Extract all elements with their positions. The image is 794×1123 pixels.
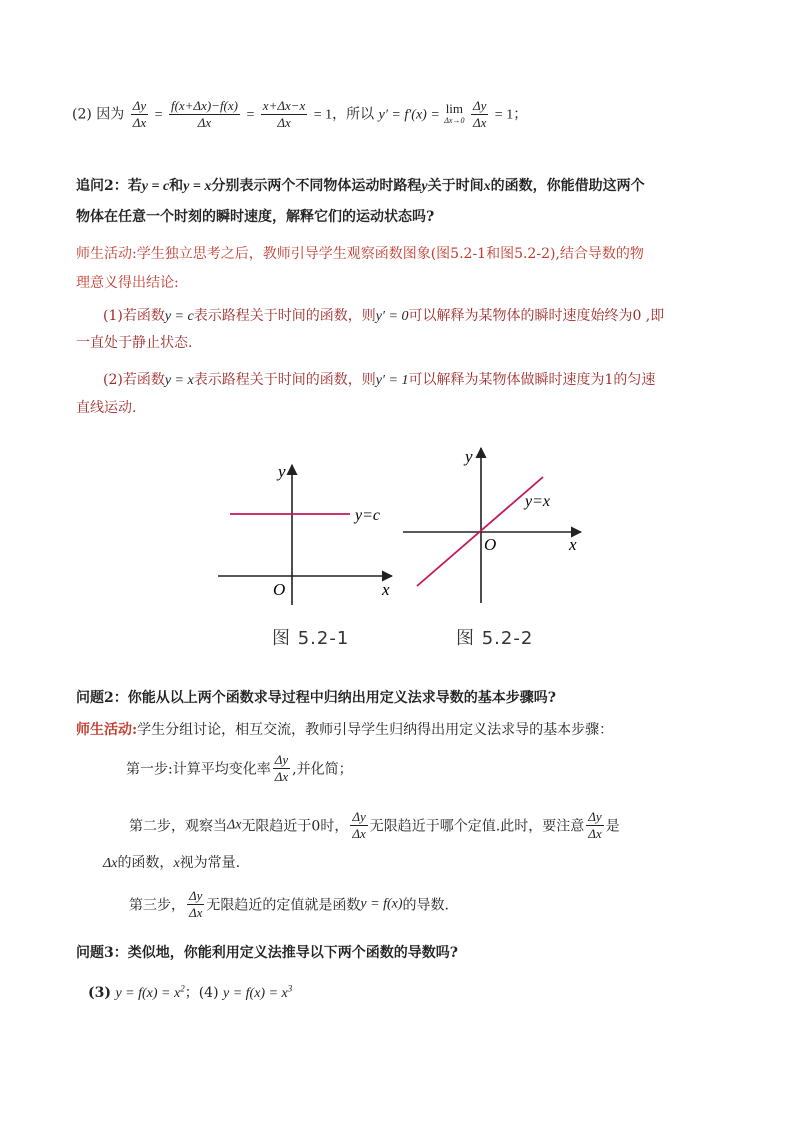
text: 学生分组讨论，相互交流，教师引导学生归纳得出用定义法求导的基本步骤： [137,722,614,738]
var: y [421,179,428,194]
fraction-simplified [261,98,308,131]
line-label: y=x [525,493,550,510]
result-text: = 1，所以 [313,107,375,123]
final-items [88,982,292,1002]
text: (2)若函数 [103,372,165,388]
denominator: Δx [132,115,147,130]
activity-1-line1: 师生活动:学生独立思考之后，教师引导学生观察函数图象(图5.2-1和图5.2-2),结合导数的物 [76,246,644,262]
line-1-derivation [72,98,527,131]
denominator: Δx [352,826,366,841]
line-label: y=c [355,507,380,524]
var: x [173,856,180,871]
step-2-line2 [103,852,240,872]
conclusion-1-line2: 一直处于静止状态. [76,335,193,351]
formula: y = f(x) [360,896,403,912]
question-3 [76,942,458,962]
exponent: 3 [287,983,293,994]
exponent: 2 [180,983,185,994]
text: 分别表示两个不同物体运动时路程 [211,178,422,194]
text: 无限趋近于0时， [241,818,349,835]
text: 无限趋近于哪个定值.此时，要注意 [369,818,585,835]
fraction-dy-dx [273,752,290,785]
var: x [483,179,491,194]
x-axis-label: x [569,535,577,554]
figure-2-caption: 图 5.2-2 [456,628,534,649]
text: 的函数，你能借助这两个 [490,178,645,194]
step-2 [129,809,620,842]
label: 师生活动: [76,722,138,738]
formula: y′ = 0 [375,309,409,324]
origin-label: O [484,535,497,554]
conclusion-2-line2: 直线运动. [76,400,137,416]
numerator: x+Δx−x [262,98,306,113]
formula: y = x [164,373,194,388]
origin-label: O [273,580,286,599]
text: 关于时间 [427,178,484,194]
text: 表示路程关于时间的函数，则 [193,372,376,388]
numerator: f(x+Δx)−f(x) [170,98,238,113]
line1-prefix: (2) 因为 [72,106,125,123]
separator: ；(4) [184,985,219,1001]
conclusion-2 [103,369,655,389]
step-1 [126,752,353,785]
text: 视为常量. [179,855,241,871]
text: 无限趋近的定值就是函数 [206,897,361,914]
yprime-expression: y′ = f′(x) = [378,107,440,123]
text: 第一步:计算平均变化率 [126,761,271,778]
text: 可以解释为某物体的瞬时速度始终为0 ,即 [408,308,665,324]
label: 问题2： [76,690,128,706]
y-axis-label: y [465,447,473,466]
follow-up-question-2-line2: 物体在任意一个时刻的瞬时速度，解释它们的运动状态吗? [76,209,435,225]
figure-1-caption: 图 5.2-1 [272,628,350,649]
equals: = [246,107,255,123]
activity-1-line2: 理意义得出结论: [76,275,179,291]
text: 类似地，你能利用定义法推导以下两个函数的导数吗? [127,945,458,961]
text: 和 [169,178,184,194]
figure-5-2-2 [395,440,595,610]
denominator: Δx [274,769,289,784]
conclusion-1 [103,305,664,325]
label: 追问2： [76,178,128,194]
label: 问题3： [76,945,128,961]
fraction-dy-dx-2 [471,98,488,131]
formula: y = c [141,179,170,194]
text: 若 [127,178,142,194]
formula: y = c [164,309,194,324]
text: (1)若函数 [103,308,165,324]
text: 你能从以上两个函数求导过程中归纳出用定义法求导数的基本步骤吗? [127,690,556,706]
step-3 [129,888,449,921]
formula: y = x [183,179,212,194]
numerator: Δy [472,98,487,113]
formula: y = f(x) = x [223,986,288,1001]
numerator: Δy [189,888,203,903]
item-label: (3) [88,985,111,1001]
result-text-2: = 1； [494,107,528,123]
activity-2 [76,719,613,739]
y-axis-label: y [278,462,286,481]
text: 的导数. [402,897,449,914]
text: ,并化简； [292,761,353,778]
formula: y′ = 1 [375,373,409,388]
numerator: Δy [132,98,147,113]
lim-word: lim [445,100,464,116]
fraction-dy-dx [131,98,148,131]
lim-sub: Δx→0 [444,115,465,125]
numerator: Δy [588,809,602,824]
text: 第三步， [129,897,185,914]
follow-up-question-2 [76,175,645,195]
numerator: Δy [274,752,289,767]
denominator: Δx [277,115,291,130]
denominator: Δx [588,826,602,841]
formula: y = f(x) = x [115,986,181,1001]
text: 的函数， [117,855,174,871]
text: 可以解释为某物体做瞬时速度为1的匀速 [408,372,656,388]
fraction-difference [169,98,240,131]
fraction-dy-dx [586,809,603,842]
text: 表示路程关于时间的函数，则 [193,308,376,324]
var: Δx [103,856,118,871]
fraction-dy-dx [187,888,204,921]
limit [444,100,465,127]
var: Δx [227,817,242,833]
denominator: Δx [189,905,203,920]
denominator: Δx [197,115,212,130]
numerator: Δy [352,809,366,824]
fraction-dy-dx [350,809,367,842]
x-axis-label: x [382,580,390,599]
equals: = [154,107,163,123]
text: 第二步，观察当 [129,818,227,835]
denominator: Δx [472,115,487,130]
question-2 [76,687,556,707]
text: 是 [605,818,620,835]
